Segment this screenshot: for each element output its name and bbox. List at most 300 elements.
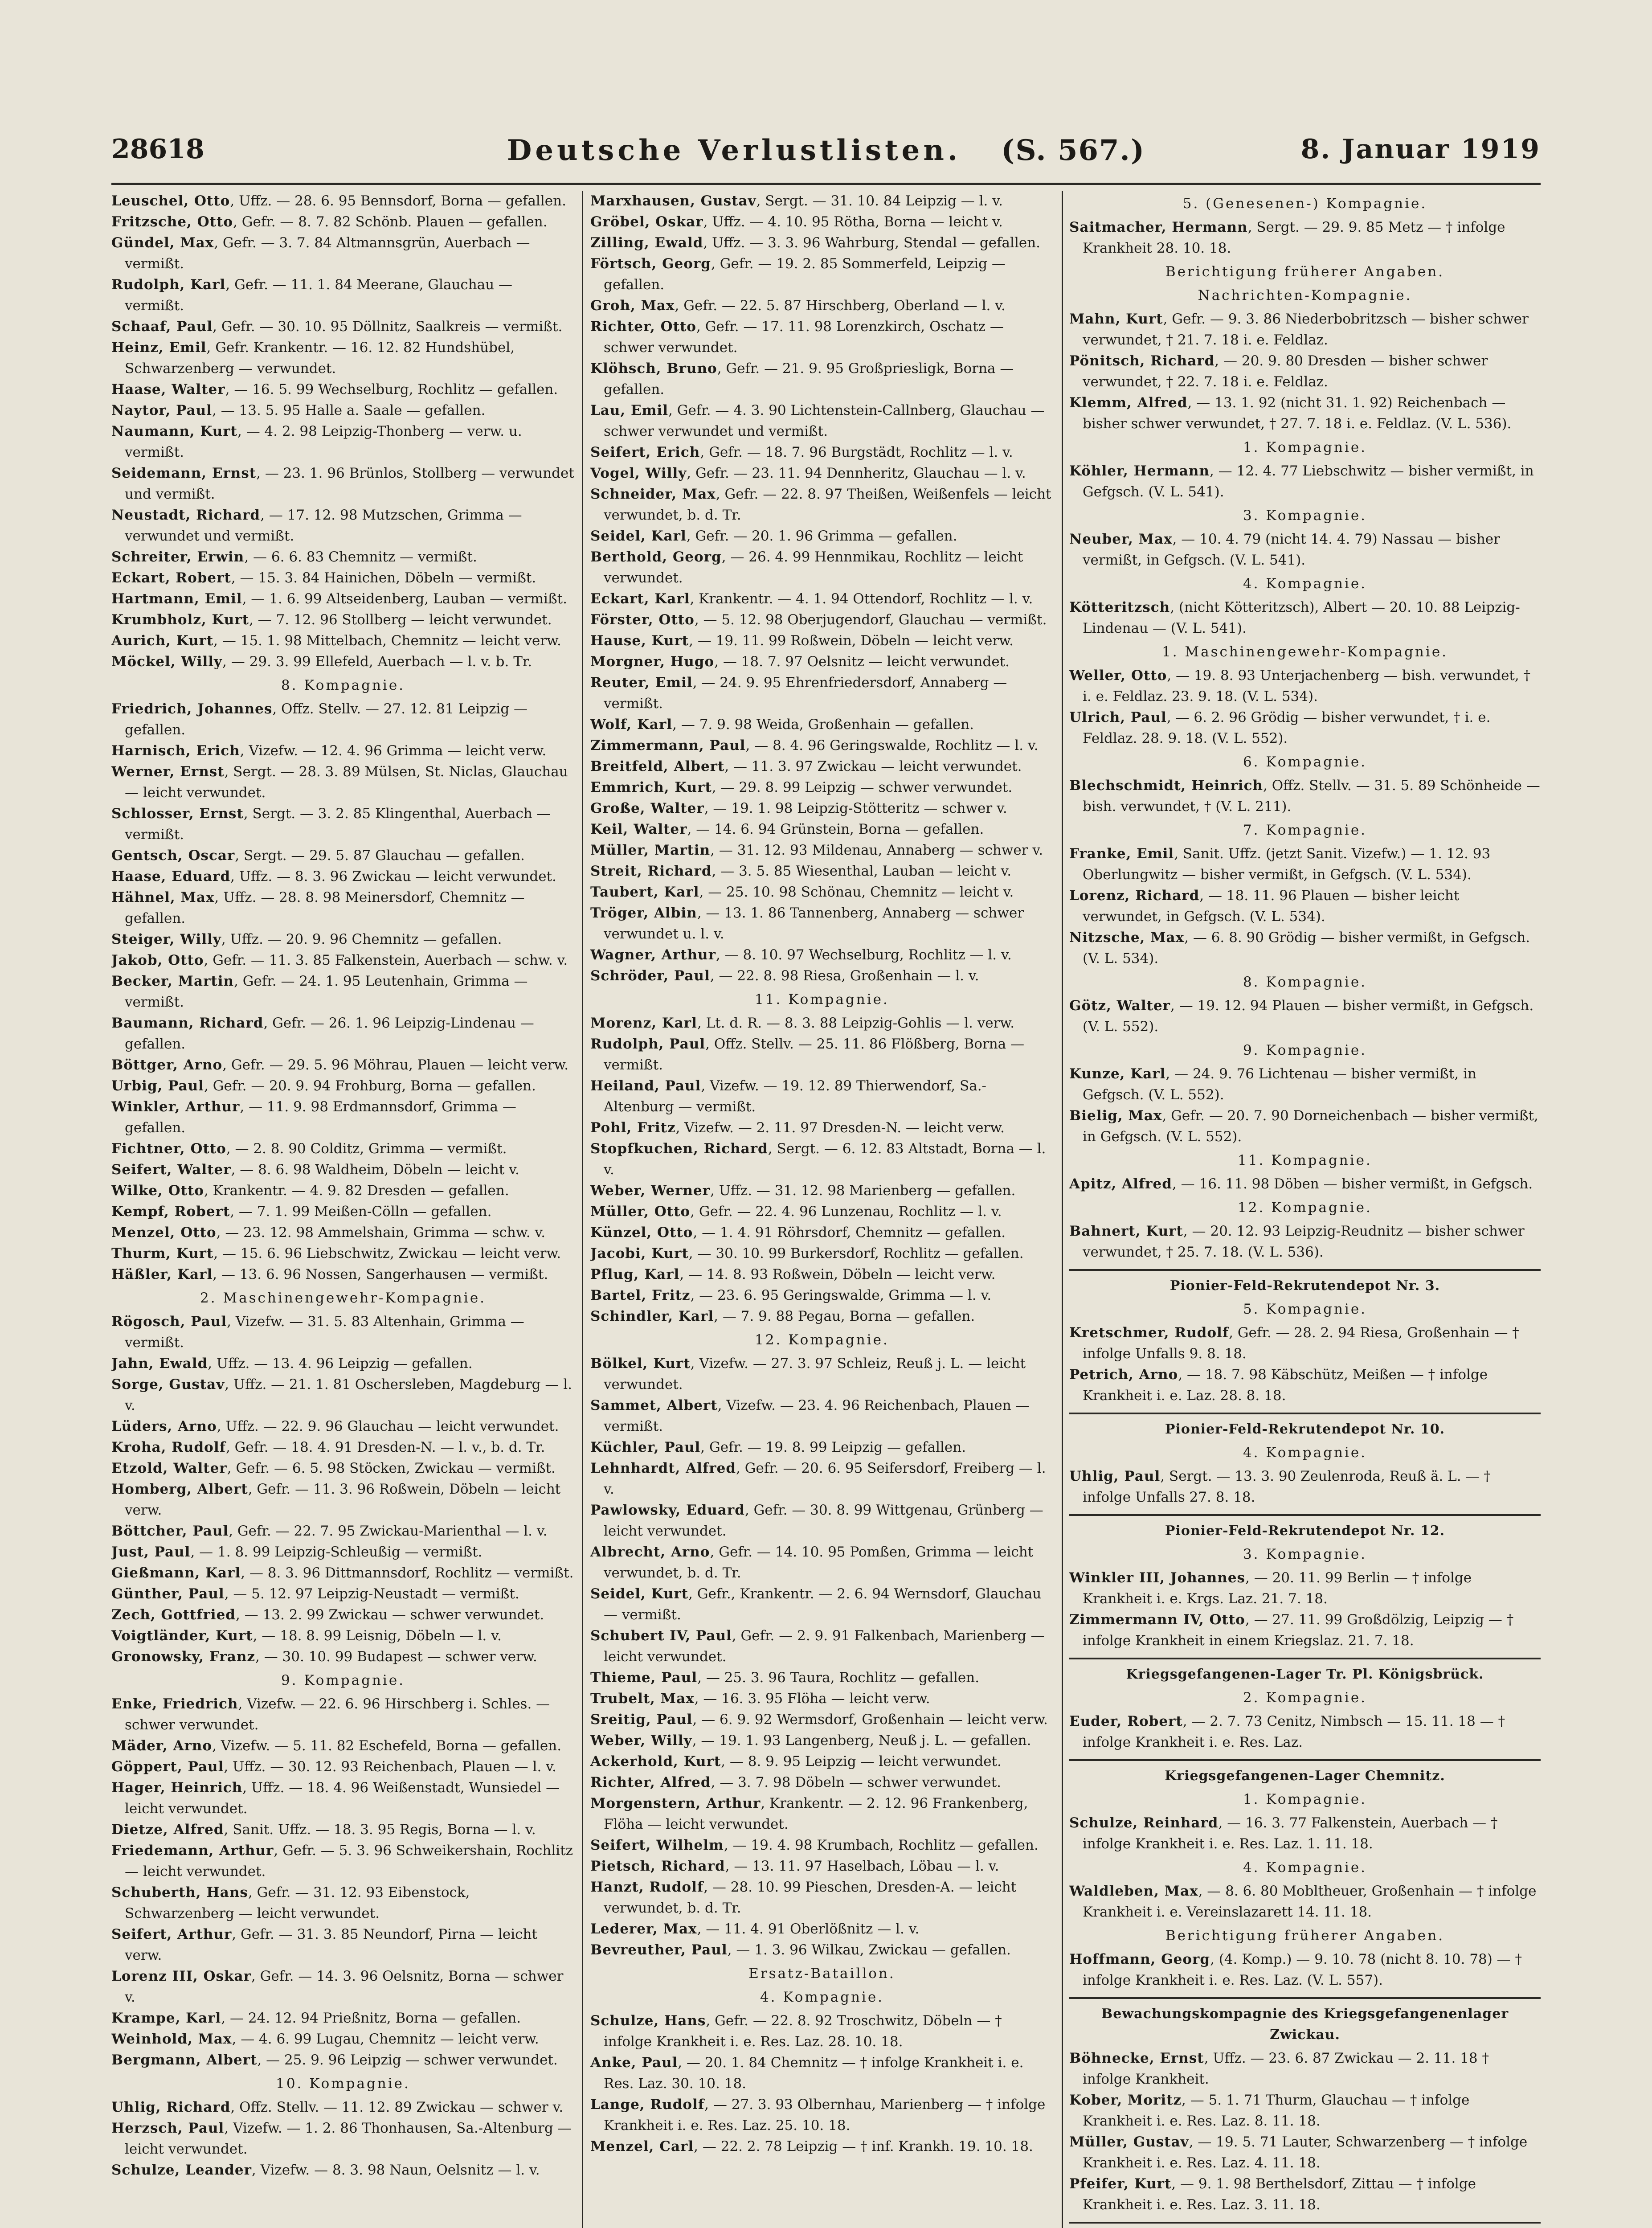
entry-details: — 13. 1. 92 (nicht 31. 1. 92) Reichenbach — bisher schwer verwundet, † 27. 7. 18 i. e. Feldlaz. (V. L. 536).	[1083, 395, 1512, 432]
entry-separator: ,	[690, 1356, 699, 1372]
casualty-entry	[111, 379, 575, 400]
entry-details: Offz. Stellv. — 31. 5. 89 Schönheide — bish. verwundet, † (V. L. 211).	[1083, 778, 1540, 815]
entry-details: — 19. 5. 71 Lauter, Schwarzenberg — † infolge Krankheit i. e. Res. Laz. 4. 11. 18.	[1083, 2134, 1528, 2171]
entry-separator: ,	[221, 2010, 230, 2026]
entry-details: — 24. 9. 95 Ehrenfriedersdorf, Annaberg — vermißt.	[604, 675, 1007, 712]
column-3-entries	[1069, 193, 1541, 2228]
entry-details: — 7. 9. 88 Pegau, Borna — gefallen.	[722, 1308, 975, 1324]
entry-details: — 16. 11. 98 Döben — bisher vermißt, in Gefgsch.	[1181, 1176, 1533, 1192]
casualty-entry	[590, 966, 1054, 987]
section-heading: 10. Kompagnie.	[276, 2076, 410, 2092]
casualty-entry	[590, 1395, 1054, 1437]
entry-separator: ,	[1183, 1223, 1192, 1239]
entry-details: Krankentr. — 4. 9. 82 Dresden — gefallen.	[213, 1183, 509, 1199]
section-heading: 3. Kompagnie.	[1243, 1546, 1367, 1562]
entry-name: Müller, Martin	[590, 842, 711, 858]
casualty-entry	[590, 316, 1054, 358]
casualty-entry	[1069, 217, 1541, 259]
entry-details: Gefr. — 23. 11. 94 Dennheritz, Glauchau — l. v.	[695, 465, 1026, 481]
casualty-entry	[111, 1605, 575, 1626]
entry-details: — 23. 6. 95 Geringswalde, Grimma — l. v.	[699, 1287, 992, 1303]
entry-separator: ,	[1210, 1951, 1219, 1967]
casualty-entry	[590, 1877, 1054, 1919]
casualty-entry	[111, 741, 575, 762]
casualty-entry	[111, 1840, 575, 1882]
casualty-entry	[590, 840, 1054, 861]
entry-name: Weber, Willy	[590, 1732, 692, 1749]
entry-name: Kempf, Robert	[111, 1204, 230, 1220]
entry-separator: ,	[694, 2138, 703, 2154]
section-heading: 4. Kompagnie.	[1243, 576, 1367, 592]
entry-details: Gefr. — 6. 5. 98 Stöcken, Zwickau — vermißt.	[236, 1460, 556, 1476]
casualty-entry	[590, 2052, 1054, 2094]
entry-separator: ,	[213, 1245, 223, 1261]
casualty-entry	[111, 2160, 575, 2181]
casualty-entry	[1069, 2132, 1541, 2174]
entry-separator: ,	[222, 654, 231, 670]
entry-name: Rögosch, Paul	[111, 1314, 227, 1330]
casualty-entry	[1069, 775, 1541, 817]
entry-separator: ,	[233, 214, 242, 230]
entry-name: Krampe, Karl	[111, 2010, 221, 2026]
unit-heading: Pionier-Feld-Rekrutendepot Nr. 3.	[1069, 1269, 1541, 1296]
entry-separator: ,	[224, 764, 233, 780]
section-heading: 5. (Genesenen-) Kompagnie.	[1182, 196, 1427, 212]
casualty-entry	[111, 1924, 575, 1966]
casualty-entry	[590, 903, 1054, 945]
entry-separator: ,	[1187, 395, 1197, 411]
entry-details: Uffz. — 4. 10. 95 Rötha, Borna — leicht v.	[712, 214, 1003, 230]
unit-heading: Kriegsgefangenen-Lager Tr. Pl. Königsbrück.	[1069, 1658, 1541, 1685]
entry-name: Morgner, Hugo	[590, 654, 715, 670]
entry-separator: ,	[700, 1439, 709, 1455]
entry-details: Sergt. — 29. 9. 85 Metz — † infolge Krankheit 28. 10. 18.	[1083, 219, 1505, 256]
entry-separator: ,	[694, 612, 703, 628]
entry-details: — 20. 9. 80 Dresden — bisher schwer verwundet, † 22. 7. 18 i. e. Feldlaz.	[1083, 353, 1488, 390]
casualty-entry	[111, 1757, 575, 1777]
entry-name: Heiland, Paul	[590, 1078, 701, 1094]
casualty-entry	[590, 2136, 1054, 2157]
casualty-entry	[111, 1966, 575, 2008]
casualty-entry	[1069, 309, 1541, 351]
entry-name: Böttcher, Paul	[111, 1523, 229, 1539]
entry-name: Bahnert, Kurt	[1069, 1223, 1183, 1239]
entry-name: Etzold, Walter	[111, 1460, 227, 1476]
entry-separator: ,	[237, 423, 246, 439]
entry-separator: ,	[704, 2097, 713, 2113]
entry-separator: ,	[678, 2055, 687, 2071]
entry-details: Gefr. — 22. 8. 92 Troschwitz, Döbeln — † infolge Krankheit i. e. Res. Laz. 28. 10. 18.	[604, 2013, 1002, 2050]
entry-name: Emmrich, Kurt	[590, 779, 712, 795]
entry-name: Klöhsch, Bruno	[590, 360, 717, 377]
entry-name: Enke, Friedrich	[111, 1696, 238, 1712]
casualty-entry	[111, 1563, 575, 1584]
entry-details: — 6. 8. 90 Grödig — bisher vermißt, in Gefgsch. (V. L. 534).	[1083, 930, 1530, 967]
entry-name: Künzel, Otto	[590, 1225, 693, 1241]
entry-separator: ,	[697, 1015, 706, 1031]
entry-separator: ,	[710, 842, 719, 858]
entry-details: — 29. 8. 99 Leipzig — schwer verwundet.	[720, 779, 1013, 795]
entry-details: — 15. 6. 96 Liebschwitz, Zwickau — leicht verw.	[222, 1245, 561, 1261]
entry-separator: ,	[712, 779, 721, 795]
entry-name: Schneider, Max	[590, 486, 716, 502]
entry-name: Lederer, Max	[590, 1921, 697, 1937]
entry-name: Streit, Richard	[590, 863, 712, 879]
entry-separator: ,	[240, 743, 249, 759]
entry-separator: ,	[272, 701, 282, 717]
casualty-entry	[590, 1180, 1054, 1201]
entry-details: Uffz. — 23. 6. 87 Zwickau — 2. 11. 18 † infolge Krankheit.	[1083, 2050, 1489, 2087]
entry-name: Schindler, Karl	[590, 1308, 714, 1324]
entry-separator: ,	[703, 1879, 712, 1895]
column-2	[590, 191, 1054, 2228]
entry-details: Gefr. — 28. 2. 94 Riesa, Großenhain — † infolge Unfalls 9. 8. 18.	[1083, 1325, 1519, 1362]
entry-separator: ,	[690, 591, 699, 607]
casualty-entry	[1069, 707, 1541, 749]
entry-name: Göppert, Paul	[111, 1759, 224, 1775]
casualty-entry	[590, 1835, 1054, 1856]
casualty-entry	[111, 505, 575, 547]
entry-name: Taubert, Karl	[590, 884, 699, 900]
entry-details: Offz. Stellv. — 27. 12. 81 Leipzig — gefallen.	[125, 701, 528, 738]
entry-separator: ,	[212, 1738, 221, 1754]
entry-name: Schulze, Hans	[590, 2013, 706, 2029]
entry-name: Ulrich, Paul	[1069, 709, 1167, 725]
entry-details: Vizefw. — 12. 4. 96 Grimma — leicht verw.	[249, 743, 547, 759]
entry-name: Schulze, Leander	[111, 2162, 252, 2178]
entry-separator: ,	[226, 1141, 235, 1157]
entry-details: Sanit. Uffz. — 18. 3. 95 Regis, Borna — l. v.	[233, 1822, 536, 1838]
entry-details: — 31. 12. 93 Mildenau, Annaberg — schwer v.	[719, 842, 1043, 858]
entry-name: Möckel, Willy	[111, 654, 223, 670]
entry-name: Krumbholz, Kurt	[111, 612, 249, 628]
entry-name: Blechschmidt, Heinrich	[1069, 778, 1263, 794]
casualty-entry	[590, 798, 1054, 819]
entry-separator: ,	[1166, 709, 1176, 725]
entry-name: Neuber, Max	[1069, 531, 1173, 547]
casualty-entry	[590, 358, 1054, 400]
entry-details: — 13. 5. 95 Halle a. Saale — gefallen.	[221, 402, 486, 418]
entry-separator: ,	[761, 1795, 770, 1811]
entry-separator: ,	[260, 507, 269, 523]
entry-name: Thurm, Kurt	[111, 1245, 214, 1261]
entry-name: Sreitig, Paul	[590, 1712, 693, 1728]
entry-details: — 25. 10. 98 Schönau, Chemnitz — leicht v.	[708, 884, 1014, 900]
entry-name: Fichtner, Otto	[111, 1141, 226, 1157]
entry-name: Sorge, Gustav	[111, 1376, 225, 1392]
section-heading: 2. Kompagnie.	[1243, 1690, 1367, 1706]
section-heading: 1. Kompagnie.	[1243, 1791, 1367, 1807]
entry-name: Thieme, Paul	[590, 1670, 698, 1686]
entry-separator: ,	[248, 1884, 257, 1900]
section-heading: 8. Kompagnie.	[1243, 974, 1367, 990]
entry-name: Lüders, Arno	[111, 1418, 217, 1434]
entry-details: Gefr. — 11. 3. 85 Falkenstein, Auerbach — schw. v.	[213, 952, 568, 968]
entry-separator: ,	[224, 1822, 233, 1838]
entry-details: Vizefw. — 2. 11. 97 Dresden-N. — leicht verw.	[684, 1120, 1005, 1136]
entry-name: Groh, Max	[590, 298, 675, 314]
entry-details: — 13. 6. 96 Nossen, Sangerhausen — vermißt.	[221, 1266, 548, 1282]
entry-separator: ,	[227, 1460, 236, 1476]
entry-details: Sergt. — 6. 12. 83 Altstadt, Borna — l. v.	[604, 1141, 1046, 1178]
casualty-entry	[590, 651, 1054, 672]
casualty-entry	[590, 1688, 1054, 1709]
entry-details: Gefr. — 22. 7. 95 Zwickau-Marienthal — l. v.	[237, 1523, 548, 1539]
entry-separator: ,	[224, 2120, 233, 2136]
entry-name: Böttger, Arno	[111, 1057, 223, 1073]
section-heading: 3. Kompagnie.	[1243, 508, 1367, 524]
entry-details: — 16. 3. 77 Falkenstein, Auerbach — † infolge Krankheit i. e. Res. Laz. 1. 11. 18.	[1083, 1815, 1498, 1852]
section-heading: 4. Kompagnie.	[1243, 1445, 1367, 1461]
section-heading: 4. Kompagnie.	[1243, 1859, 1367, 1876]
entry-details: — 27. 11. 99 Großdölzig, Leipzig — † infolge Krankheit in einem Kriegslaz. 21. 7. 18.	[1083, 1612, 1514, 1649]
entry-details: Uffz. — 13. 4. 96 Leipzig — gefallen.	[217, 1356, 473, 1372]
casualty-entry	[590, 1437, 1054, 1458]
entry-name: Hartmann, Emil	[111, 591, 242, 607]
entry-separator: ,	[231, 570, 240, 586]
entry-separator: ,	[240, 1099, 249, 1115]
casualty-entry	[1069, 1466, 1541, 1508]
entry-name: Apitz, Alfred	[1069, 1176, 1172, 1192]
entry-name: Vogel, Willy	[590, 465, 687, 481]
casualty-entry	[111, 233, 575, 274]
page-number: 28618	[111, 134, 204, 165]
entry-separator: ,	[257, 2052, 266, 2068]
unit-heading	[1069, 2222, 1541, 2228]
column-divider	[1062, 191, 1063, 2228]
section-heading: 6. Kompagnie.	[1243, 754, 1367, 770]
casualty-entry	[111, 1437, 575, 1458]
entry-separator: ,	[1189, 2134, 1198, 2150]
entry-details: — 5. 12. 98 Oberjugendorf, Glauchau — vermißt.	[703, 612, 1047, 628]
entry-details: Sergt. — 29. 5. 87 Glauchau — gefallen.	[243, 848, 525, 864]
entry-name: Hähnel, Max	[111, 889, 215, 905]
entry-name: Rudolph, Karl	[111, 277, 226, 293]
entry-separator: ,	[714, 1308, 723, 1324]
entry-separator: ,	[1214, 353, 1224, 369]
casualty-entry	[590, 254, 1054, 295]
entry-separator: ,	[235, 848, 244, 864]
casualty-entry	[111, 1416, 575, 1437]
entry-separator: ,	[724, 1837, 733, 1853]
casualty-entry	[590, 1034, 1054, 1076]
casualty-entry	[590, 547, 1054, 589]
entry-name: Gröbel, Oskar	[590, 214, 703, 230]
entry-details: — 1. 6. 99 Altseidenberg, Lauban — vermißt.	[251, 591, 567, 607]
entry-name: Uhlig, Paul	[1069, 1468, 1161, 1484]
entry-separator: ,	[703, 235, 712, 251]
entry-name: Lau, Emil	[590, 402, 668, 418]
entry-name: Friedrich, Johannes	[111, 701, 273, 717]
entry-separator: ,	[241, 1565, 249, 1581]
entry-details: — 9. 1. 98 Berthelsdorf, Zittau — † infolge Krankheit i. e. Res. Laz. 3. 11. 18.	[1083, 2176, 1476, 2213]
entry-details: Gefr. — 31. 3. 85 Neundorf, Pirna — leicht verw.	[125, 1926, 537, 1963]
entry-separator: ,	[756, 193, 765, 209]
entry-separator: ,	[230, 1204, 239, 1220]
entry-details: — 5. 12. 97 Leipzig-Neustadt — vermißt.	[233, 1586, 519, 1602]
casualty-entry	[590, 1626, 1054, 1667]
entry-name: Klemm, Alfred	[1069, 395, 1188, 411]
casualty-entry	[111, 1139, 575, 1159]
entry-name: Haase, Walter	[111, 381, 225, 397]
casualty-entry	[1069, 2048, 1541, 2090]
entry-separator: ,	[238, 1696, 247, 1712]
entry-name: Menzel, Otto	[111, 1225, 217, 1241]
entry-separator: ,	[263, 1015, 273, 1031]
entry-name: Pohl, Fritz	[590, 1120, 676, 1136]
entry-name: Steiger, Willy	[111, 931, 221, 947]
entry-details: Gefr. Krankentr. — 16. 12. 82 Hundshübel, Schwarzenberg — verwundet.	[125, 340, 515, 377]
entry-name: Trubelt, Max	[590, 1691, 695, 1707]
entry-separator: ,	[234, 973, 243, 989]
section-heading: 9. Kompagnie.	[281, 1672, 405, 1688]
entry-name: Zilling, Ewald	[590, 235, 703, 251]
casualty-entry	[111, 568, 575, 589]
entry-name: Keil, Walter	[590, 821, 687, 837]
entry-details: Gefr. — 21. 9. 95 Großpriesligk, Borna — gefallen.	[604, 360, 1014, 397]
entry-name: Pfeifer, Kurt	[1069, 2176, 1172, 2192]
entry-name: Voigtländer, Kurt	[111, 1628, 253, 1644]
entry-name: Werner, Ernst	[111, 764, 225, 780]
casualty-entry	[111, 1076, 575, 1097]
entry-details: — 10. 4. 79 (nicht 14. 4. 79) Nassau — bisher vermißt, in Gefgsch. (V. L. 541).	[1083, 531, 1500, 568]
entry-separator: ,	[204, 952, 213, 968]
entry-details: Gefr. — 19. 2. 85 Sommerfeld, Leipzig — gefallen.	[604, 256, 1006, 293]
casualty-entry	[111, 1201, 575, 1222]
entry-separator: ,	[693, 1225, 702, 1241]
entry-details: Sanit. Uffz. (jetzt Sanit. Vizefw.) — 1. 12. 93 Oberlungwitz — bisher vermißt, in Gefgsch. (V. L. 534).	[1083, 846, 1491, 883]
entry-separator: ,	[213, 633, 222, 649]
casualty-entry	[111, 2029, 575, 2050]
entry-details: — 11. 9. 98 Erdmannsdorf, Grimma — gefallen.	[125, 1099, 516, 1136]
entry-separator: ,	[1218, 1815, 1227, 1831]
section-heading: 1. Kompagnie.	[1243, 439, 1367, 455]
casualty-entry	[111, 547, 575, 568]
entry-details: Gefr. — 4. 3. 90 Lichtenstein-Callnberg, Glauchau — schwer verwundet und vermißt.	[604, 402, 1045, 439]
entry-separator: ,	[225, 381, 234, 397]
casualty-entry	[111, 589, 575, 610]
casualty-entry	[111, 191, 575, 212]
entry-name: Bergmann, Albert	[111, 2052, 258, 2068]
entry-name: Köhler, Hermann	[1069, 463, 1210, 479]
entry-separator: ,	[1171, 2176, 1181, 2192]
entry-details: — 19. 8. 93 Unterjachenberg — bish. verwundet, † i. e. Feldlaz. 23. 9. 18. (V. L. 534).	[1083, 668, 1531, 704]
entry-separator: ,	[692, 1712, 702, 1728]
casualty-entry	[111, 1694, 575, 1736]
entry-separator: ,	[225, 277, 235, 293]
casualty-entry	[590, 2011, 1054, 2052]
casualty-entry	[590, 1751, 1054, 1772]
entry-details: — 15. 1. 98 Mittelbach, Chemnitz — leicht verw.	[222, 633, 561, 649]
entry-name: Nitzsche, Max	[1069, 930, 1185, 946]
casualty-entry	[111, 929, 575, 950]
entry-separator: ,	[242, 591, 251, 607]
entry-name: Seifert, Erich	[590, 444, 700, 460]
casualty-entry	[590, 1243, 1054, 1264]
entry-name: Hause, Kurt	[590, 633, 689, 649]
entry-details: Uffz. — 21. 1. 81 Oschersleben, Magdeburg — l. v.	[125, 1376, 572, 1413]
entry-details: — 20. 12. 93 Leipzig-Reudnitz — bisher schwer verwundet, † 25. 7. 18. (V. L. 536).	[1083, 1223, 1525, 1260]
entry-separator: ,	[1229, 1325, 1238, 1341]
entry-details: — 20. 1. 84 Chemnitz — † infolge Krankheit i. e. Res. Laz. 30. 10. 18.	[604, 2055, 1024, 2092]
entry-separator: ,	[672, 717, 681, 733]
entry-details: (nicht Kötteritzsch), Albert — 20. 10. 88 Leipzig-Lindenau — (V. L. 541).	[1083, 599, 1520, 636]
casualty-entry	[111, 463, 575, 505]
entry-details: Offz. Stellv. — 25. 11. 86 Flößberg, Borna — vermißt.	[604, 1036, 1025, 1073]
column-3	[1069, 191, 1541, 2228]
entry-details: — 1. 8. 99 Leipzig-Schleußig — vermißt.	[199, 1544, 483, 1560]
entry-details: Gefr. — 19. 8. 99 Leipzig — gefallen.	[709, 1439, 966, 1455]
entry-name: Stopfkuchen, Richard	[590, 1141, 768, 1157]
entry-separator: ,	[692, 1732, 701, 1749]
casualty-entry	[111, 1736, 575, 1757]
entry-separator: ,	[1165, 1066, 1175, 1082]
entry-details: — 20. 11. 99 Berlin — † infolge Krankheit i. e. Krgs. Laz. 21. 7. 18.	[1083, 1570, 1472, 1607]
casualty-entry	[111, 762, 575, 803]
entry-details: Gefr. — 20. 7. 90 Dorneichenbach — bisher vermißt, in Gefgsch. (V. L. 552).	[1083, 1108, 1538, 1145]
casualty-entry	[590, 1542, 1054, 1584]
entry-name: Fritzsche, Otto	[111, 214, 233, 230]
entry-details: Gefr. — 18. 7. 96 Burgstädt, Rochlitz — l. v.	[709, 444, 1013, 460]
casualty-entry	[111, 1055, 575, 1076]
casualty-entry	[590, 610, 1054, 631]
entry-name: Bevreuther, Paul	[590, 1942, 728, 1958]
entry-details: Gefr. — 31. 12. 93 Eibenstock, Schwarzenberg — leicht verwundet.	[125, 1884, 470, 1921]
entry-details: — 17. 12. 98 Mutzschen, Grimma — verwundet und vermißt.	[125, 507, 522, 544]
casualty-entry	[590, 233, 1054, 254]
casualty-entry	[590, 1709, 1054, 1730]
section-heading: 4. Kompagnie.	[760, 1989, 884, 2005]
entry-name: Just, Paul	[111, 1544, 191, 1560]
entry-details: Vizefw. — 23. 4. 96 Reichenbach, Plauen — vermißt.	[604, 1397, 1030, 1434]
entry-details: — 19. 1. 93 Langenberg, Neuß j. L. — gefallen.	[701, 1732, 1031, 1749]
casualty-entry	[1069, 1106, 1541, 1147]
entry-separator: ,	[697, 1921, 706, 1937]
entry-details: — 18. 8. 99 Leisnig, Döbeln — l. v.	[262, 1628, 502, 1644]
entry-name: Schreiter, Erwin	[111, 549, 245, 565]
entry-separator: ,	[689, 633, 698, 649]
entry-name: Mäder, Arno	[111, 1738, 213, 1754]
entry-name: Gündel, Max	[111, 235, 214, 251]
entry-name: Götz, Walter	[1069, 998, 1171, 1014]
entry-separator: ,	[224, 1759, 233, 1775]
entry-name: Petrich, Arno	[1069, 1367, 1178, 1383]
casualty-entry	[590, 295, 1054, 316]
section-heading: Berichtigung früherer Angaben.	[1165, 1928, 1445, 1944]
entry-name: Ackerhold, Kurt	[590, 1753, 721, 1769]
entry-separator: ,	[694, 1691, 703, 1707]
entry-name: Anke, Paul	[590, 2055, 678, 2071]
entry-separator: ,	[230, 193, 239, 209]
entry-name: Saitmacher, Hermann	[1069, 219, 1248, 235]
entry-details: — 24. 9. 76 Lichtenau — bisher vermißt, in Gefgsch. (V. L. 552).	[1083, 1066, 1476, 1103]
entry-separator: ,	[687, 821, 696, 837]
casualty-entry	[1069, 597, 1541, 639]
entry-separator: ,	[721, 1753, 730, 1769]
entry-details: — 16. 5. 99 Wechselburg, Rochlitz — gefallen.	[234, 381, 558, 397]
casualty-entry	[590, 1458, 1054, 1500]
casualty-entry	[590, 1285, 1054, 1306]
entry-details: — 11. 4. 91 Oberlößnitz — l. v.	[706, 1921, 920, 1937]
entry-separator: ,	[227, 1314, 236, 1330]
entry-name: Waldleben, Max	[1069, 1883, 1198, 1899]
entry-separator: ,	[1204, 2050, 1213, 2066]
entry-details: — 23. 1. 96 Brünlos, Stollberg — verwundet und vermißt.	[125, 465, 574, 502]
entry-details: — 19. 4. 98 Krumbach, Rochlitz — gefallen.	[732, 1837, 1039, 1853]
entry-name: Gießmann, Karl	[111, 1565, 241, 1581]
section-heading: 11. Kompagnie.	[1238, 1152, 1372, 1168]
casualty-entry	[590, 191, 1054, 212]
